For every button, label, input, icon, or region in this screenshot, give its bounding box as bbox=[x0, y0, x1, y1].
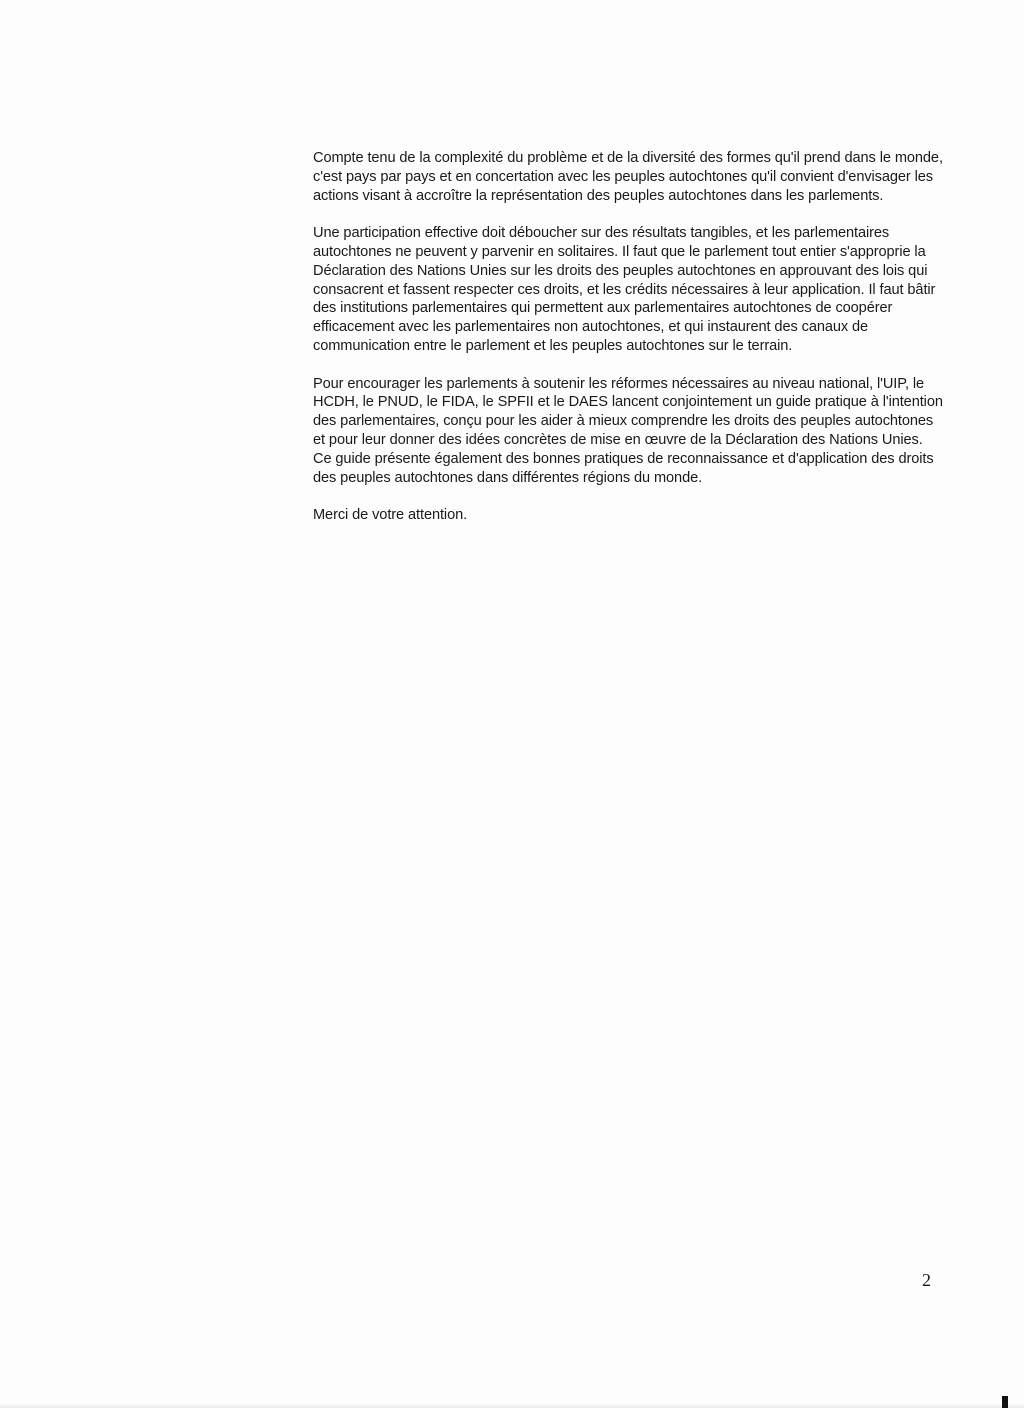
scan-corner-mark bbox=[1002, 1396, 1008, 1408]
document-body bbox=[313, 149, 943, 544]
paragraph-closing: Merci de votre attention. bbox=[313, 507, 468, 524]
paragraph-3: Pour encourager les parlements à soutenir les réformes nécessaires au niveau national, l'UIP, le HCDH, le PNUD, le FIDA, le SPFII et le DAES lancent conjointement un guide pratique à l'intention des parlementaires, conçu pour les aider à mieux comprendre les droits des peuples autochtones et pour leur donner des idées concrètes de mise en œuvre de la Déclaration des Nations Unies. Ce guide présente également des bonnes pratiques de reconnaissance et d'application des droits des peuples autochtones dans différentes régions du monde. bbox=[313, 375, 943, 486]
paragraph-1: Compte tenu de la complexité du problème et de la diversité des formes qu'il prend dans le monde, c'est pays par pays et en concertation avec les peuples autochtones qu'il convient d'envisager les actions visant à accroître la représentation des peuples autochtones dans les parlements. bbox=[313, 150, 943, 204]
scan-edge-shadow bbox=[0, 1404, 1024, 1408]
paragraph-2: Une participation effective doit déboucher sur des résultats tangibles, et les parlementaires autochtones ne peuvent y parvenir en solitaires. Il faut que le parlement tout entier s'approprie la Déclaration des Nations Unies sur les droits des peuples autochtones en approuvant des lois qui consacrent et fassent respecter ces droits, et les crédits nécessaires à leur application. Il faut bâtir des institutions parlementaires qui permettent aux parlementaires autochtones de coopérer efficacement avec les parlementaires non autochtones, et qui instaurent des canaux de communication entre le parlement et les peuples autochtones sur le terrain. bbox=[313, 225, 936, 354]
page-number: 2 bbox=[922, 1270, 931, 1290]
